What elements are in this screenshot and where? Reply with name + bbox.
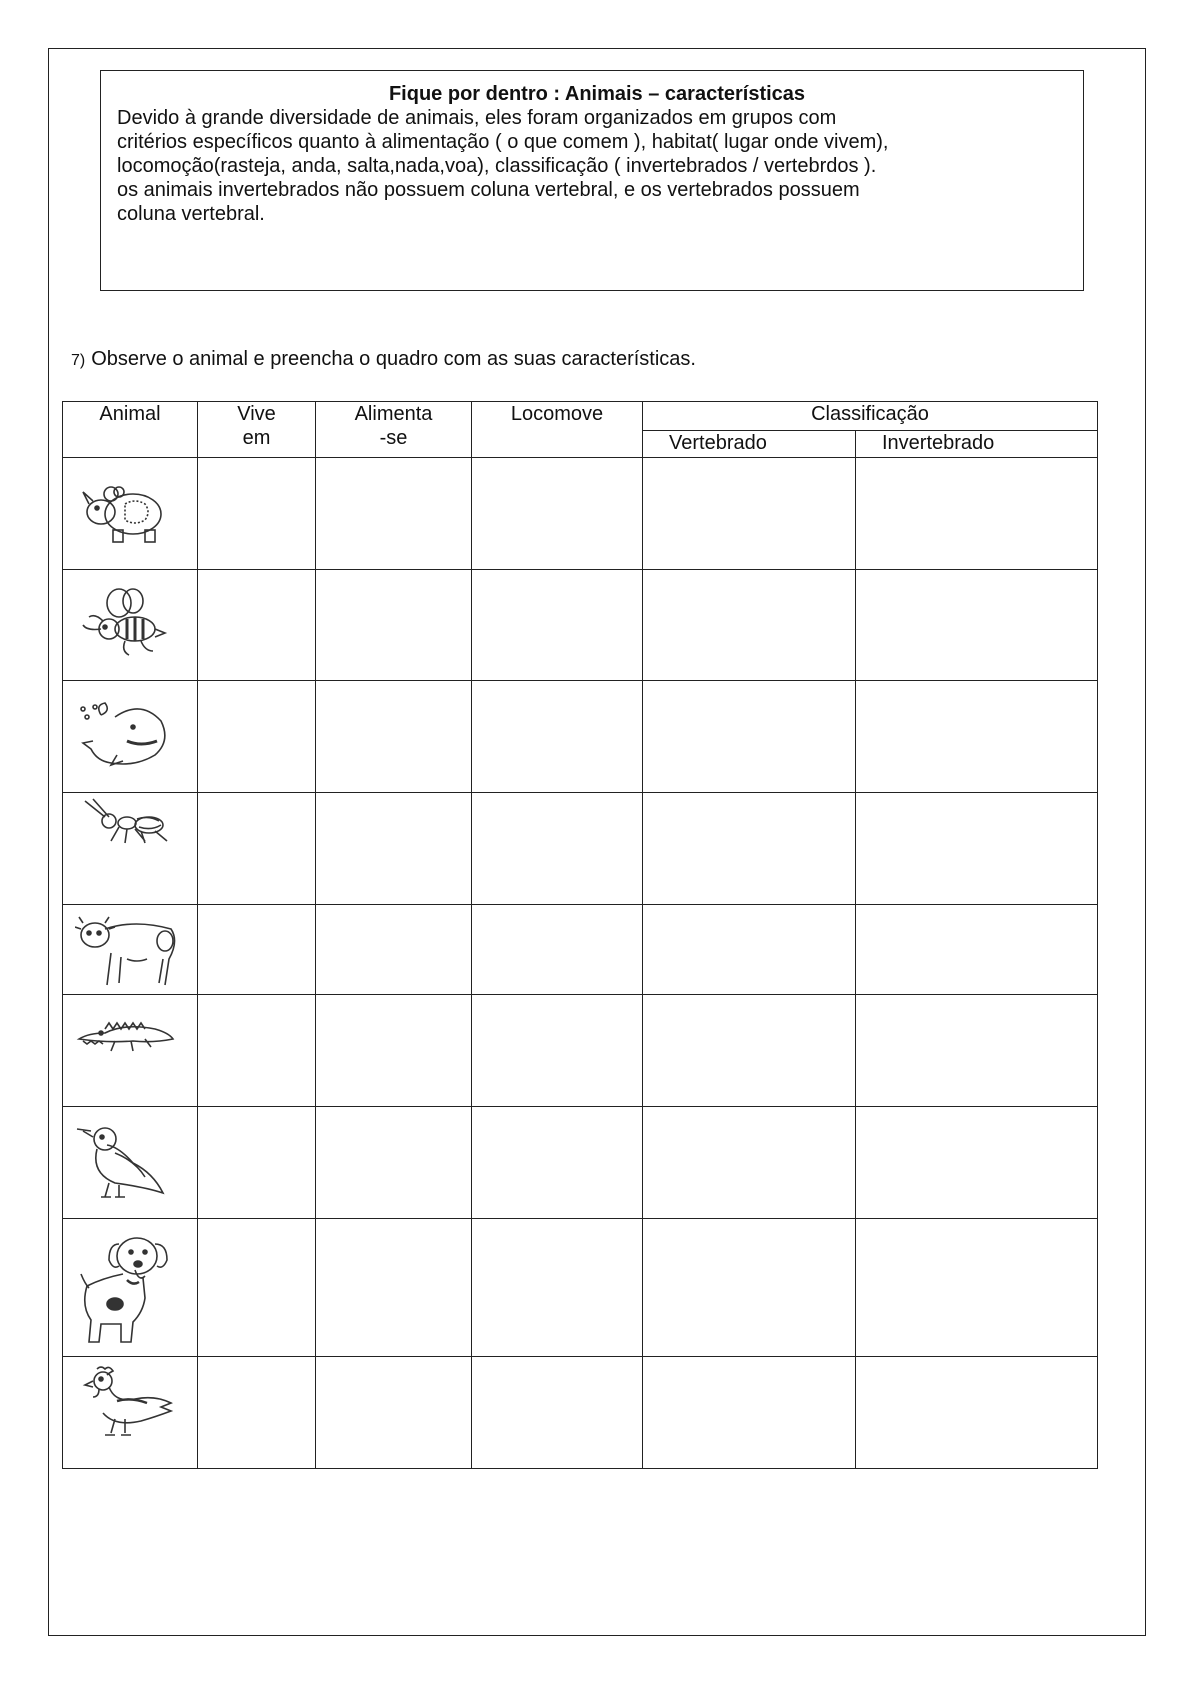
answer-locomove[interactable]	[472, 570, 643, 681]
answer-vive-em[interactable]	[198, 458, 316, 570]
dog-icon	[75, 1230, 175, 1346]
answer-vertebrado[interactable]	[643, 793, 856, 905]
answer-invertebrado[interactable]	[856, 1219, 1098, 1357]
rhinoceros-icon	[75, 474, 175, 554]
answer-locomove[interactable]	[472, 1219, 643, 1357]
question-number: 7)	[71, 352, 86, 369]
answer-invertebrado[interactable]	[856, 681, 1098, 793]
answer-vive-em[interactable]	[198, 1219, 316, 1357]
answer-vertebrado[interactable]	[643, 1357, 856, 1469]
animal-cell	[63, 570, 198, 681]
header-row	[63, 402, 1098, 431]
answer-invertebrado[interactable]	[856, 793, 1098, 905]
header-alimenta-se: Alimenta -se	[316, 402, 472, 458]
animal-cell	[63, 1357, 198, 1469]
table-row	[63, 1107, 1098, 1219]
answer-vive-em[interactable]	[198, 1357, 316, 1469]
answer-alimenta-se[interactable]	[316, 1107, 472, 1219]
answer-vertebrado[interactable]	[643, 570, 856, 681]
answer-vertebrado[interactable]	[643, 1219, 856, 1357]
answer-locomove[interactable]	[472, 681, 643, 793]
animal-cell	[63, 1107, 198, 1219]
info-line: Devido à grande diversidade de animais, eles foram organizados em grupos com	[117, 107, 837, 129]
table-row	[63, 905, 1098, 995]
info-line: critérios específicos quanto à alimentação ( o que comem ), habitat( lugar onde vivem),	[117, 131, 889, 153]
answer-invertebrado[interactable]	[856, 570, 1098, 681]
table-row	[63, 1357, 1098, 1469]
header-invertebrado: Invertebrado	[856, 431, 1098, 458]
answer-vertebrado[interactable]	[643, 681, 856, 793]
header-locomove: Locomove	[472, 402, 643, 458]
answer-alimenta-se[interactable]	[316, 905, 472, 995]
whale-icon	[75, 697, 175, 777]
header-vive-em: Vive em	[198, 402, 316, 458]
hen-icon	[75, 1365, 175, 1445]
bird-icon	[75, 1123, 175, 1203]
bee-icon	[75, 585, 175, 665]
answer-alimenta-se[interactable]	[316, 793, 472, 905]
answer-vive-em[interactable]	[198, 570, 316, 681]
answer-vertebrado[interactable]	[643, 905, 856, 995]
info-title: Fique por dentro : Animais – características	[388, 83, 806, 105]
animal-cell	[63, 1219, 198, 1357]
answer-vive-em[interactable]	[198, 905, 316, 995]
table-row	[63, 681, 1098, 793]
table-row	[63, 793, 1098, 905]
info-line: os animais invertebrados não possuem coluna vertebral, e os vertebrados possuem	[117, 179, 860, 201]
crocodile-icon	[75, 1009, 175, 1059]
answer-alimenta-se[interactable]	[316, 681, 472, 793]
info-line: coluna vertebral.	[117, 203, 265, 225]
header-animal: Animal	[63, 402, 198, 458]
table-row	[63, 995, 1098, 1107]
answer-alimenta-se[interactable]	[316, 1219, 472, 1357]
table-row	[63, 570, 1098, 681]
answer-vertebrado[interactable]	[643, 1107, 856, 1219]
info-box	[100, 70, 1084, 291]
answer-vertebrado[interactable]	[643, 458, 856, 570]
answer-vive-em[interactable]	[198, 995, 316, 1107]
answer-locomove[interactable]	[472, 793, 643, 905]
answer-locomove[interactable]	[472, 905, 643, 995]
table-row	[63, 1219, 1098, 1357]
answer-vertebrado[interactable]	[643, 995, 856, 1107]
answer-alimenta-se[interactable]	[316, 570, 472, 681]
answer-invertebrado[interactable]	[856, 458, 1098, 570]
answer-alimenta-se[interactable]	[316, 995, 472, 1107]
table-row	[63, 458, 1098, 570]
ant-icon	[75, 797, 175, 847]
characteristics-table	[62, 401, 1098, 1469]
answer-vive-em[interactable]	[198, 1107, 316, 1219]
question	[71, 346, 696, 374]
animal-cell	[63, 793, 198, 905]
answer-locomove[interactable]	[472, 1357, 643, 1469]
answer-invertebrado[interactable]	[856, 905, 1098, 995]
answer-invertebrado[interactable]	[856, 995, 1098, 1107]
answer-vive-em[interactable]	[198, 793, 316, 905]
animal-cell	[63, 458, 198, 570]
answer-alimenta-se[interactable]	[316, 1357, 472, 1469]
answer-vive-em[interactable]	[198, 681, 316, 793]
answer-invertebrado[interactable]	[856, 1107, 1098, 1219]
animal-cell	[63, 905, 198, 995]
cow-icon	[75, 909, 185, 991]
info-line: locomoção(rasteja, anda, salta,nada,voa), classificação ( invertebrados / vertebrdos ).	[117, 155, 877, 177]
answer-locomove[interactable]	[472, 995, 643, 1107]
animal-cell	[63, 995, 198, 1107]
header-vertebrado: Vertebrado	[643, 431, 856, 458]
answer-invertebrado[interactable]	[856, 1357, 1098, 1469]
animal-cell	[63, 681, 198, 793]
answer-alimenta-se[interactable]	[316, 458, 472, 570]
answer-locomove[interactable]	[472, 1107, 643, 1219]
answer-locomove[interactable]	[472, 458, 643, 570]
question-text: Observe o animal e preencha o quadro com as suas características.	[91, 348, 696, 370]
header-classificacao: Classificação	[643, 402, 1098, 431]
